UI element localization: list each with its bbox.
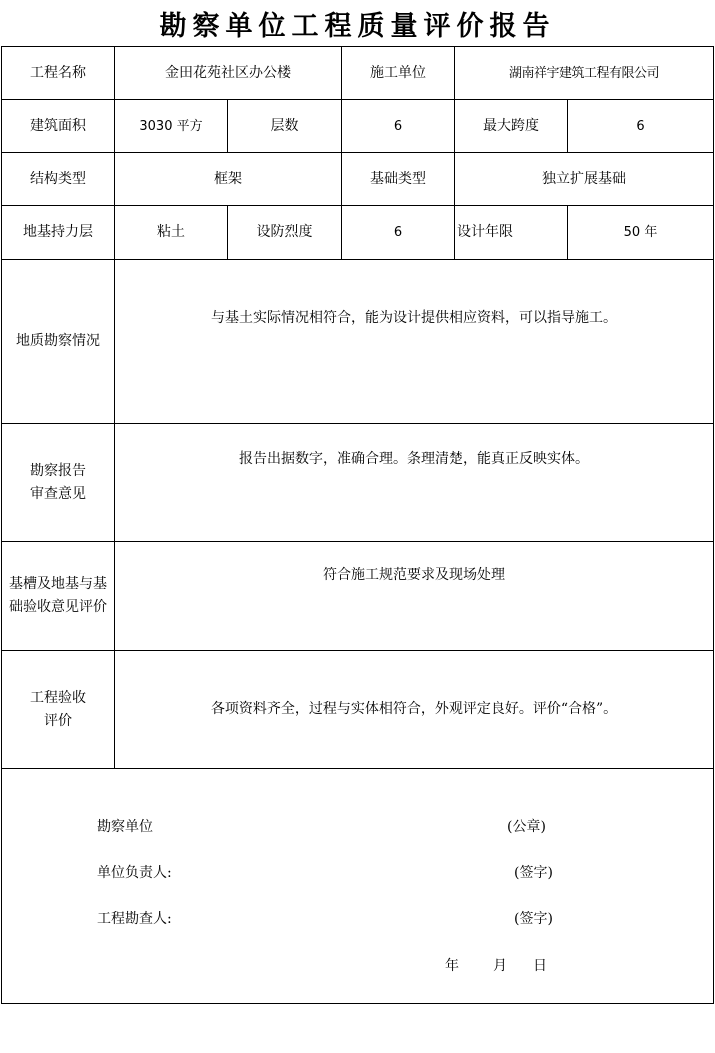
review-content [115,424,714,542]
trench-label [2,542,115,651]
bearing-label: 地基持力层 [2,206,115,260]
acceptance-text: 各项资料齐全，过程与实体相符合，外观评定良好。评价“合格”。 [210,701,618,717]
design-life-label: 设计年限 [455,206,568,260]
acceptance-label-line-2: 评价 [44,712,72,729]
date-year: 年 [445,958,459,974]
structure-value: 框架 [115,153,342,206]
review-label-line-1: 勘察报告 [30,462,86,479]
review-label-line-2: 审查意见 [30,485,86,502]
trench-label-line-1: 基槽及地基与基 [9,576,107,592]
trench-text: 符合施工规范要求及现场处理 [323,567,505,583]
row-review [2,424,714,542]
leader-sign-note: (签字) [514,865,553,881]
bearing-value: 粘土 [115,206,228,260]
seismic-label: 设防烈度 [228,206,342,260]
seal-note: (公章) [507,819,546,835]
row-structure [2,153,714,206]
max-span-value: 6 [568,100,714,153]
inspector-sign-note: (签字) [514,911,553,927]
contractor-value: 湖南祥宇建筑工程有限公司 [455,47,714,100]
geology-content [115,260,714,424]
design-life-value: 50 年 [568,206,714,260]
row-bearing [2,206,714,260]
geology-label: 地质勘察情况 [2,260,115,424]
floors-label: 层数 [228,100,342,153]
inspector-label: 工程勘查人: [97,911,172,927]
foundation-value: 独立扩展基础 [455,153,714,206]
review-label [2,424,115,542]
acceptance-label [2,651,115,769]
project-name-value: 金田花苑社区办公楼 [115,47,342,100]
unit-leader-label: 单位负责人: [97,865,172,881]
contractor-label: 施工单位 [342,47,455,100]
foundation-label: 基础类型 [342,153,455,206]
geology-text: 与基土实际情况相符合，能为设计提供相应资料，可以指导施工。 [211,310,617,326]
area-label: 建筑面积 [2,100,115,153]
trench-label-line-2: 础验收意见评价 [9,599,107,615]
survey-unit-label: 勘察单位 [97,819,153,835]
acceptance-content [115,651,714,769]
row-area [2,100,714,153]
evaluation-form-table [1,46,714,1004]
seismic-value: 6 [342,206,455,260]
report-title: 勘察单位工程质量评价报告 [159,11,556,42]
row-acceptance [2,651,714,769]
area-value: 3030 平方 [115,100,228,153]
row-geology [2,260,714,424]
structure-label: 结构类型 [2,153,115,206]
row-project-name [2,47,714,100]
review-text: 报告出据数字，准确合理。条理清楚，能真正反映实体。 [239,451,589,467]
row-signature [2,769,714,1004]
project-name-label: 工程名称 [2,47,115,100]
max-span-label: 最大跨度 [455,100,568,153]
acceptance-label-line-1: 工程验收 [30,689,86,706]
signature-block [2,769,714,1004]
row-trench [2,542,714,651]
trench-content [115,542,714,651]
floors-value: 6 [342,100,455,153]
date-month: 月 [493,958,507,974]
date-day: 日 [533,958,547,974]
